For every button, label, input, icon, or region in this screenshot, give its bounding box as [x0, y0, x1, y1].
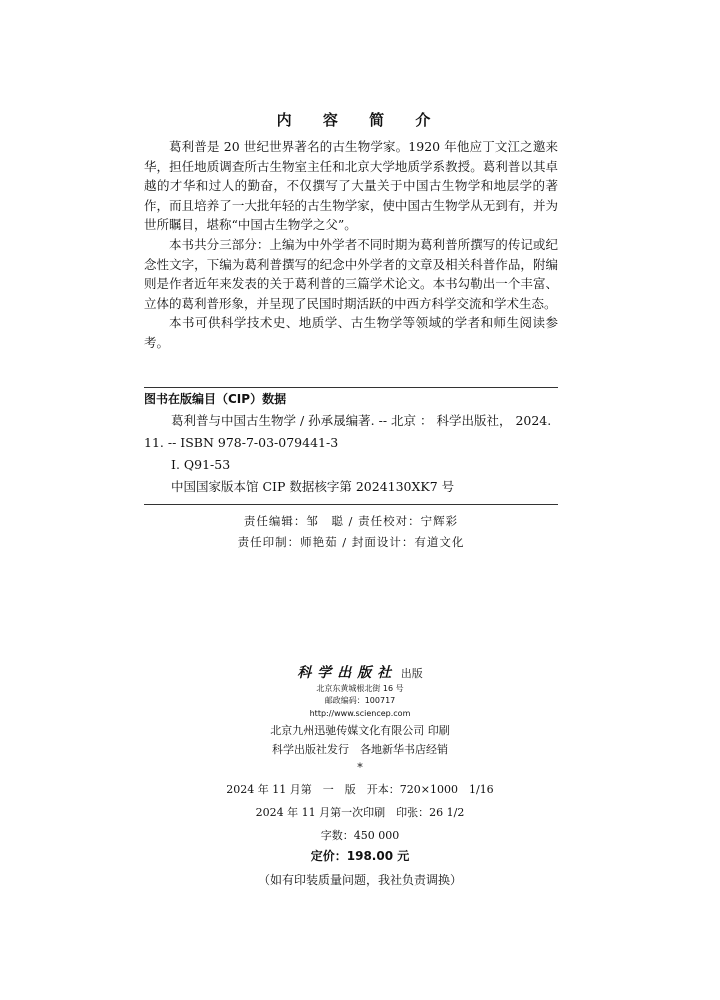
cip-block [144, 388, 558, 498]
publisher-logo: 科学出版社 [297, 665, 398, 681]
page-title: 内 容 简 介 [276, 111, 444, 129]
price: 定价：198.00 元 [310, 849, 410, 863]
summary-paragraph-2: 本书共分三部分：上编为中外学者不同时期为葛利普所撰写的传记或纪念性文字，下编为葛利普撰写的纪念中外学者的文章及相关科普作品，附编则是作者近年来发表的关于葛利普的三篇学术论文。本书勾勒出一个丰富、立体的葛利普形象，并呈现了民国时期活跃的中西方科学交流和学术生态。 [144, 236, 558, 311]
cip-record-line-1: 葛利普与中国古生物学 / 孙承晟编著. -- 北京 ： 科学出版社， 2024. [171, 413, 552, 428]
summary-paragraph-3: 本书可供科学技术史、地质学、古生物学等领域的学者和师生阅读参考。 [144, 315, 558, 350]
editors-line-2: 责任印制：师艳茹 / 封面设计：有道文化 [237, 535, 465, 549]
distribution-info: 科学出版社发行 各地新华书店经销 [272, 743, 448, 756]
cip-record-line-2: 11. -- ISBN 978-7-03-079441-3 [144, 435, 339, 450]
publisher-line [0, 664, 720, 683]
editors-block [144, 511, 558, 553]
quality-notice: （如有印装质量问题，我社负责调换） [257, 873, 462, 887]
content-summary [144, 137, 558, 353]
publisher-suffix: 出版 [400, 667, 423, 680]
cip-classification: Ⅰ. Q91-53 [171, 457, 231, 472]
imprint-block [0, 664, 720, 890]
summary-paragraph-1: 葛利普是 20 世纪世界著名的古生物学家。1920 年他应丁文江之邀来华，担任地质调查所古生物室主任和北京大学地质学系教授。葛利普以其卓越的才华和过人的勤奋，不仅撰写了大量关于中国古生物学和地层学的著作，而且培养了一大批年轻的古生物学家，使中国古生物学从无到有，并为世所瞩目，堪称“中国古生物学之父”。 [144, 139, 558, 233]
editors-line-1: 责任编辑：邹 聪 / 责任校对：宁辉彩 [243, 514, 459, 528]
cip-heading: 图书在版编目（CIP）数据 [144, 392, 287, 406]
publisher-address: 北京东黄城根北街 16 号 [316, 684, 404, 693]
cip-verification: 中国国家版本馆 CIP 数据核字第 2024130XK7 号 [171, 479, 455, 494]
publisher-website: http://www.sciencep.com [309, 709, 411, 718]
separator-asterisk: * [357, 761, 363, 774]
publisher-postcode: 邮政编码：100717 [324, 696, 396, 705]
edition-info: 2024 年 11 月第 一 版 开本：720×1000 1/16 [226, 783, 494, 796]
cip-bottom-rule [144, 504, 558, 505]
printing-info: 2024 年 11 月第一次印刷 印张：26 1/2 [255, 806, 465, 819]
word-count: 字数：450 000 [320, 829, 400, 842]
printer-info: 北京九州迅驰传媒文化有限公司 印刷 [270, 724, 450, 737]
